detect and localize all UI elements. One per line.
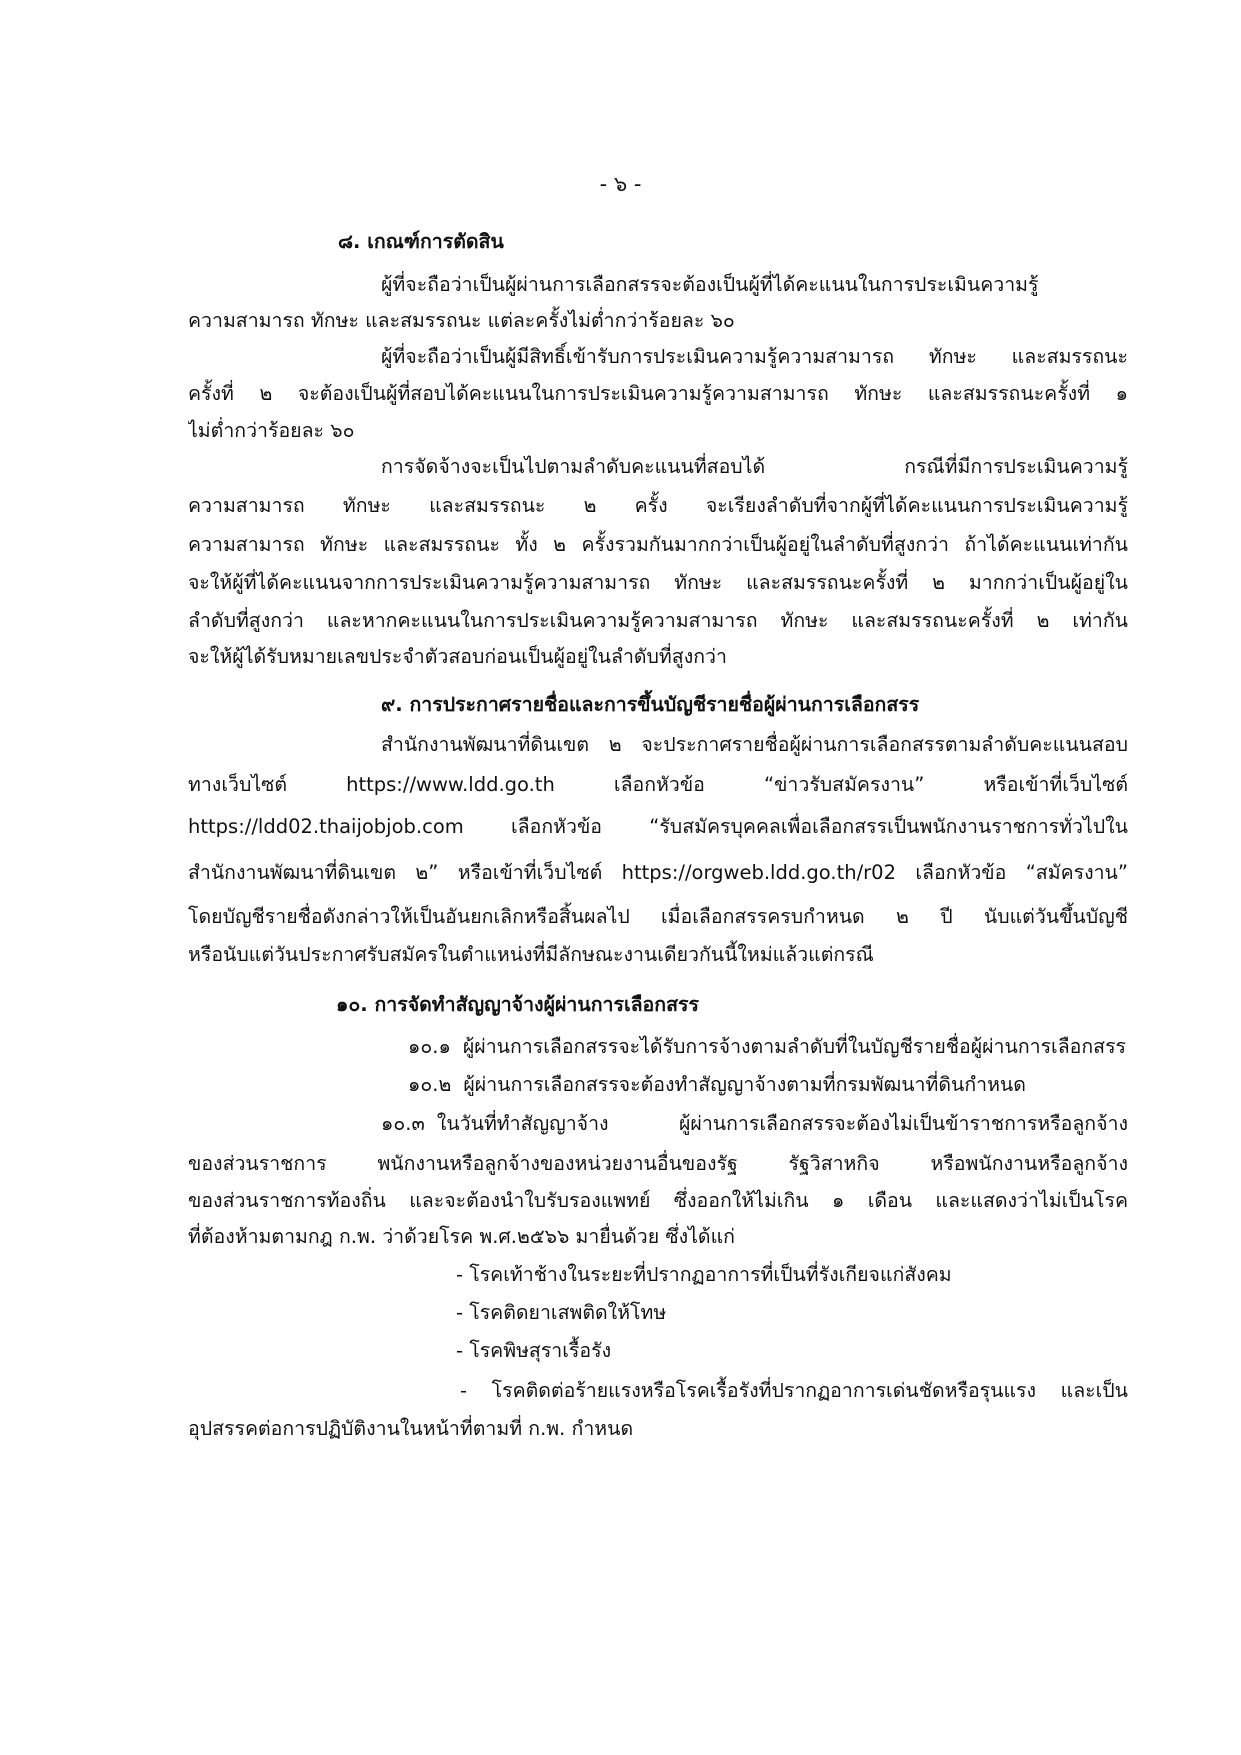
section-8-para2-line1: ผู้ที่จะถือว่าเป็นผู้มีสิทธิ์เข้ารับการประเมินความรู้ความสามารถ ทักษะ และสมรรถนะ: [381, 345, 1128, 368]
item-text: ผู้ผ่านการเลือกสรรจะได้รับการจ้างตามลำดับที่ในบัญชีรายชื่อผู้ผ่านการเลือกสรร: [462, 1035, 1127, 1058]
section-9-line6: หรือนับแต่วันประกาศรับสมัครในตำแหน่งที่มีลักษณะงานเดียวกันนี้ใหม่แล้วแต่กรณี: [188, 943, 874, 966]
section-10-item2: [408, 1068, 1128, 1102]
section-10-item3-line3: ของส่วนราชการท้องถิ่น และจะต้องนำใบรับรองแพทย์ ซึ่งออกให้ไม่เกิน ๑ เดือน และแสดงว่าไม่เป็นโรค: [188, 1189, 1128, 1212]
section-8-para3-line1: การจัดจ้างจะเป็นไปตามลำดับคะแนนที่สอบได้ กรณีที่มีการประเมินความรู้: [381, 455, 1128, 478]
item-number: ๑๐.๑: [408, 1035, 451, 1058]
section-9-line3: https://ldd02.thaijobjob.com เลือกหัวข้อ “รับสมัครบุคคลเพื่อเลือกสรรเป็นพนักงานราชการทั่วไปใน: [188, 815, 1128, 838]
section-9-line4: สำนักงานพัฒนาที่ดินเขต ๒” หรือเข้าที่เว็บไซต์ https://orgweb.ldd.go.th/r02 เลือกหัวข้อ “สมัครงาน”: [188, 861, 1128, 884]
section-10-last-line: อุปสรรคต่อการปฏิบัติงานในหน้าที่ตามที่ ก.พ. กำหนด: [188, 1417, 634, 1440]
item-text: ผู้ผ่านการเลือกสรรจะต้องทำสัญญาจ้างตามที่กรมพัฒนาที่ดินกำหนด: [463, 1073, 1026, 1096]
section-9-line2: ทางเว็บไซต์ https://www.ldd.go.th เลือกหัวข้อ “ข่าวรับสมัครงาน” หรือเข้าที่เว็บไซต์: [188, 773, 1128, 796]
item-text: ในวันที่ทำสัญญาจ้าง ผู้ผ่านการเลือกสรรจะต้องไม่เป็นข้าราชการหรือลูกจ้าง: [436, 1112, 1128, 1135]
section-10-item3-line2: ของส่วนราชการ พนักงานหรือลูกจ้างของหน่วยงานอื่นของรัฐ รัฐวิสาหกิจ หรือพนักงานหรือลูกจ้าง: [188, 1152, 1128, 1175]
disease-item: - โรคติดต่อร้ายแรงหรือโรคเรื้อรังที่ปรากฏอาการเด่นชัดหรือรุนแรง และเป็น: [460, 1379, 1128, 1402]
section-9-line5: โดยบัญชีรายชื่อดังกล่าวให้เป็นอันยกเลิกหรือสิ้นผลไป เมื่อเลือกสรรครบกำหนด ๒ ปี นับแต่วันขึ้นบัญชี: [188, 905, 1128, 928]
item-number: ๑๐.๒: [408, 1073, 452, 1096]
disease-item: - โรคพิษสุราเรื้อรัง: [456, 1339, 612, 1362]
disease-item: - โรคเท้าช้างในระยะที่ปรากฏอาการที่เป็นที่รังเกียจแก่สังคม: [456, 1263, 952, 1286]
section-10-item1: [408, 1030, 1128, 1064]
section-8-heading: ๘. เกณฑ์การตัดสิน: [338, 230, 504, 253]
section-8-para1-line2: ความสามารถ ทักษะ และสมรรถนะ แต่ละครั้งไม่ต่ำกว่าร้อยละ ๖๐: [188, 309, 735, 332]
section-8-para3-line5: ลำดับที่สูงกว่า และหากคะแนนในการประเมินความรู้ความสามารถ ทักษะ และสมรรถนะครั้งที่ ๒ เท่ากัน: [188, 609, 1128, 632]
section-8-para3-line4: จะให้ผู้ที่ได้คะแนนจากการประเมินความรู้ความสามารถ ทักษะ และสมรรถนะครั้งที่ ๒ มากกว่าเป็นผู้อยู่ใน: [188, 571, 1128, 594]
section-9-line1: สำนักงานพัฒนาที่ดินเขต ๒ จะประกาศรายชื่อผู้ผ่านการเลือกสรรตามลำดับคะแนนสอบ: [381, 733, 1128, 756]
section-10-item3-line4: ที่ต้องห้ามตามกฎ ก.พ. ว่าด้วยโรค พ.ศ.๒๕๖๖ มายื่นด้วย ซึ่งได้แก่: [188, 1225, 735, 1248]
section-8-para2-line2: ครั้งที่ ๒ จะต้องเป็นผู้ที่สอบได้คะแนนในการประเมินความรู้ความสามารถ ทักษะ และสมรรถนะครั้งที่ ๑: [188, 382, 1128, 405]
section-8-para3-line6: จะให้ผู้ได้รับหมายเลขประจำตัวสอบก่อนเป็นผู้อยู่ในลำดับที่สูงกว่า: [188, 645, 727, 668]
section-8-para2-line3: ไม่ต่ำกว่าร้อยละ ๖๐: [188, 419, 355, 442]
page-number: - ๖ -: [599, 172, 642, 196]
section-9-heading: ๙. การประกาศรายชื่อและการขึ้นบัญชีรายชื่อผู้ผ่านการเลือกสรร: [381, 693, 920, 716]
section-10-item3-line1: [381, 1107, 1128, 1141]
item-number: ๑๐.๓: [381, 1112, 425, 1135]
section-8-para1-line1: ผู้ที่จะถือว่าเป็นผู้ผ่านการเลือกสรรจะต้องเป็นผู้ที่ได้คะแนนในการประเมินความรู้: [381, 273, 1039, 296]
section-8-para3-line3: ความสามารถ ทักษะ และสมรรถนะ ทั้ง ๒ ครั้งรวมกันมากกว่าเป็นผู้อยู่ในลำดับที่สูงกว่า ถ้าได้คะแนนเท่ากัน: [188, 533, 1128, 556]
disease-item: - โรคติดยาเสพติดให้โทษ: [456, 1301, 667, 1324]
section-8-para3-line2: ความสามารถ ทักษะ และสมรรถนะ ๒ ครั้ง จะเรียงลำดับที่จากผู้ที่ได้คะแนนการประเมินความรู้: [188, 494, 1128, 517]
section-10-heading: ๑๐. การจัดทำสัญญาจ้างผู้ผ่านการเลือกสรร: [336, 993, 699, 1016]
